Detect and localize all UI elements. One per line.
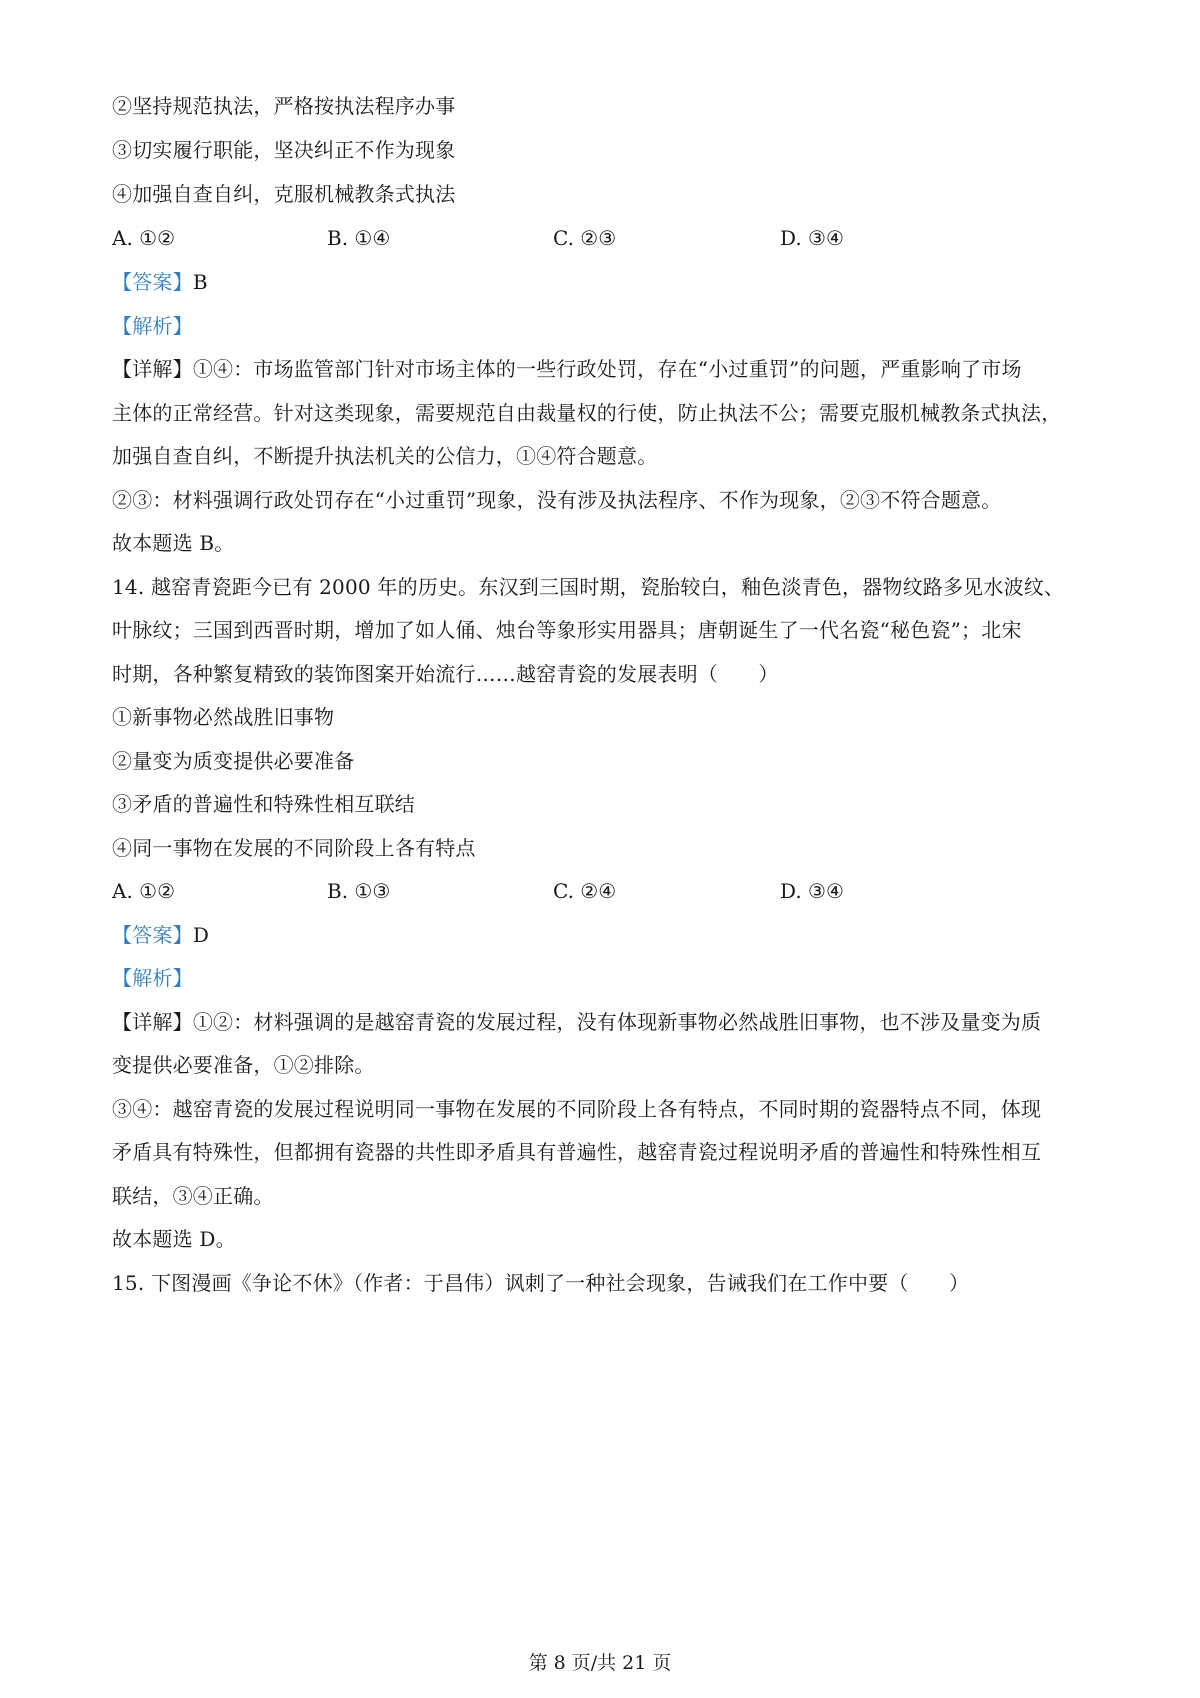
q14-answer-value: D [192,923,210,947]
q13-option-a: A. ①② [112,226,176,250]
q13-option-b: B. ①④ [327,226,391,250]
q14-analysis-tag: 【解析】 [112,966,193,990]
page-number: 第 8 页/共 21 页 [528,1652,672,1674]
q13-detail-tag: 【详解】 [112,357,193,381]
q14-statement-2: ②量变为质变提供必要准备 [112,749,355,773]
q14-detail-line-2: 变提供必要准备，①②排除。 [112,1053,375,1077]
q13-answer [112,268,208,296]
q14-stem-line-3: 时期，各种繁复精致的装饰图案开始流行……越窑青瓷的发展表明（ ） [112,662,779,686]
q13-detail-line-3: 加强自查自纠，不断提升执法机关的公信力，①④符合题意。 [112,444,658,468]
q14-answer [112,921,209,949]
q14-answer-tag: 【答案】 [112,923,193,947]
q14-detail-line-1 [112,1008,1041,1036]
q13-detail-line-4: ②③：材料强调行政处罚存在“小过重罚”现象，没有涉及执法程序、不作为现象，②③不符合题意。 [112,488,1002,512]
q14-option-a: A. ①② [112,879,176,903]
q14-conclusion: 故本题选 D。 [112,1227,236,1251]
q13-option-d: D. ③④ [780,226,844,250]
q14-stem-line-2: 叶脉纹；三国到西晋时期，增加了如人俑、烛台等象形实用器具；唐朝诞生了一代名瓷“秘色瓷”；北宋 [112,618,1022,642]
q13-answer-value: B [192,270,208,294]
q13-detail-line-1 [112,355,1022,383]
q14-option-d: D. ③④ [780,879,844,903]
q14-detail-line-5: 联结，③④正确。 [112,1184,274,1208]
q13-statement-2: ②坚持规范执法，严格按执法程序办事 [112,94,456,118]
q13-statement-3: ③切实履行职能，坚决纠正不作为现象 [112,138,456,162]
q13-conclusion: 故本题选 B。 [112,531,235,555]
q14-detail-text-1: ①②：材料强调的是越窑青瓷的发展过程，没有体现新事物必然战胜旧事物，也不涉及量变为质 [192,1010,1042,1034]
q13-answer-tag: 【答案】 [112,270,193,294]
q14-stem-line-1: 14. 越窑青瓷距今已有 2000 年的历史。东汉到三国时期，瓷胎较白，釉色淡青色，器物纹路多见水波纹、 [112,575,1065,599]
q14-statement-4: ④同一事物在发展的不同阶段上各有特点 [112,836,476,860]
q13-statement-4: ④加强自查自纠，克服机械教条式执法 [112,182,456,206]
q13-detail-line-2: 主体的正常经营。针对这类现象，需要规范自由裁量权的行使，防止执法不公；需要克服机械教条式执法， [112,401,1062,425]
q13-analysis-tag: 【解析】 [112,314,193,338]
q15-stem: 15. 下图漫画《争论不休》（作者：于昌伟）讽刺了一种社会现象，告诫我们在工作中要（ ） [112,1271,970,1295]
q14-detail-tag: 【详解】 [112,1010,193,1034]
q14-statement-1: ①新事物必然战胜旧事物 [112,705,335,729]
q14-statement-3: ③矛盾的普遍性和特殊性相互联结 [112,792,415,816]
q14-option-c: C. ②④ [553,879,617,903]
q13-option-c: C. ②③ [553,226,617,250]
q14-option-b: B. ①③ [327,879,391,903]
q13-detail-text-1: ①④：市场监管部门针对市场主体的一些行政处罚，存在“小过重罚”的问题，严重影响了市场 [192,357,1022,381]
q14-detail-line-3: ③④：越窑青瓷的发展过程说明同一事物在发展的不同阶段上各有特点，不同时期的瓷器特点不同，体现 [112,1097,1042,1121]
q14-detail-line-4: 矛盾具有特殊性，但都拥有瓷器的共性即矛盾具有普遍性，越窑青瓷过程说明矛盾的普遍性和特殊性相互 [112,1140,1042,1164]
